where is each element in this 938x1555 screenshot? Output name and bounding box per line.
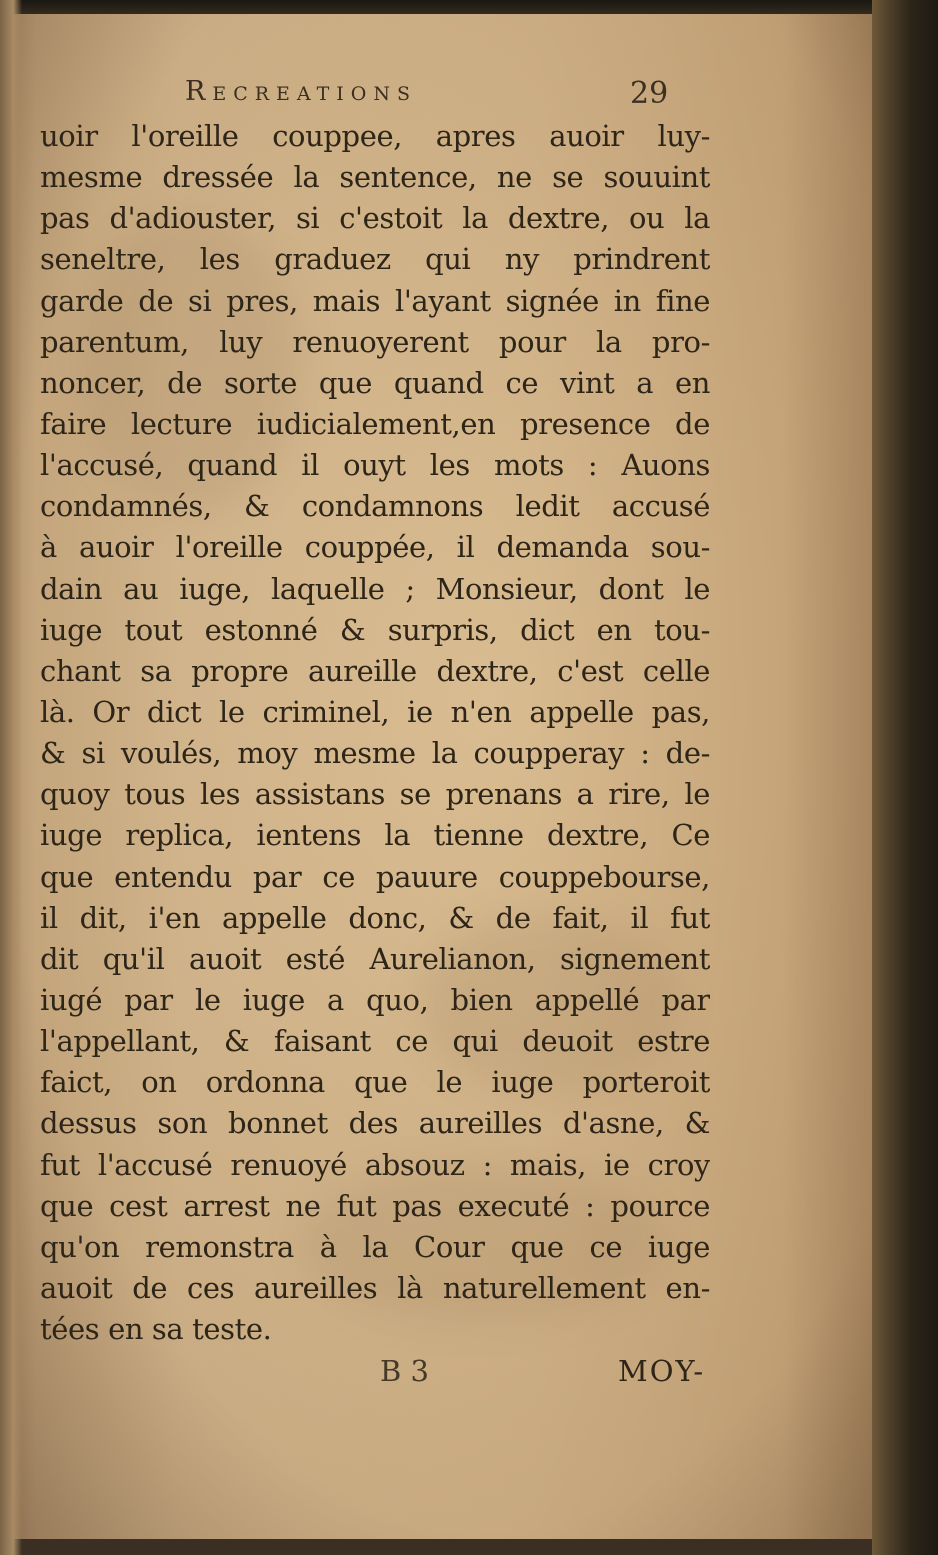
text-line: l'accusé, quand il ouyt les mots : Auons: [40, 448, 710, 483]
text-line: mesme dressée la sentence, ne se souuint: [40, 160, 710, 195]
page-number: 29: [630, 76, 669, 111]
text-line: à auoir l'oreille couppée, il demanda sou-: [40, 530, 710, 565]
page-left-edge: [0, 0, 22, 1555]
text-line: iuge tout estonné & surpris, dict en tou-: [40, 612, 710, 647]
text-line: iuge replica, ientens la tienne dextre, Ce: [40, 818, 710, 853]
text-line: uoir l'oreille couppee, apres auoir luy-: [40, 119, 710, 153]
text-line: faict, on ordonna que le iuge porteroit: [40, 1065, 710, 1100]
text-line: noncer, de sorte que quand ce vint a en: [40, 365, 710, 400]
text-line: pas d'adiouster, si c'estoit la dextre, ou la: [40, 201, 710, 236]
text-line: & si voulés, moy mesme la coupperay : de-: [40, 736, 710, 771]
page-header: [40, 76, 720, 116]
text-line: quoy tous les assistans se prenans a rire, le: [40, 777, 710, 812]
text-line: qu'on remonstra à la Cour que ce iuge: [40, 1229, 710, 1264]
text-line: là. Or dict le criminel, ie n'en appelle pas,: [40, 694, 710, 729]
text-line: garde de si pres, mais l'ayant signée in fine: [40, 283, 710, 318]
signature-mark: B 3: [380, 1354, 429, 1388]
book-page: [0, 14, 890, 1539]
page-footer: [40, 1354, 740, 1398]
text-line: que cest arrest ne fut pas executé : pource: [40, 1188, 710, 1223]
text-line: fut l'accusé renuoyé absouz : mais, ie croy: [40, 1147, 710, 1182]
page-right-edge: [872, 0, 938, 1555]
text-line: l'appellant, & faisant ce qui deuoit estre: [40, 1024, 710, 1059]
text-line: faire lecture iudicialement,en presence de: [40, 406, 710, 441]
text-line: il dit, i'en appelle donc, & de fait, il fut: [40, 900, 710, 935]
text-line: dessus son bonnet des aureilles d'asne, &: [40, 1106, 710, 1141]
body-text: [40, 116, 710, 1350]
text-line: dain au iuge, laquelle ; Monsieur, dont le: [40, 571, 710, 606]
text-line: iugé par le iuge a quo, bien appellé par: [40, 982, 710, 1017]
text-line: que entendu par ce pauure couppebourse,: [40, 859, 710, 894]
text-line: chant sa propre aureille dextre, c'est celle: [40, 653, 710, 688]
text-line: parentum, luy renuoyerent pour la pro-: [40, 324, 710, 359]
text-line: auoit de ces aureilles là naturellement en-: [40, 1270, 710, 1305]
text-line: seneltre, les graduez qui ny prindrent: [40, 242, 710, 277]
text-line: dit qu'il auoit esté Aurelianon, signement: [40, 941, 710, 976]
text-line: condamnés, & condamnons ledit accusé: [40, 489, 710, 524]
text-line: tées en sa teste.: [40, 1312, 272, 1347]
running-title: Recreations: [185, 76, 417, 107]
catchword: MOY-: [618, 1354, 706, 1388]
